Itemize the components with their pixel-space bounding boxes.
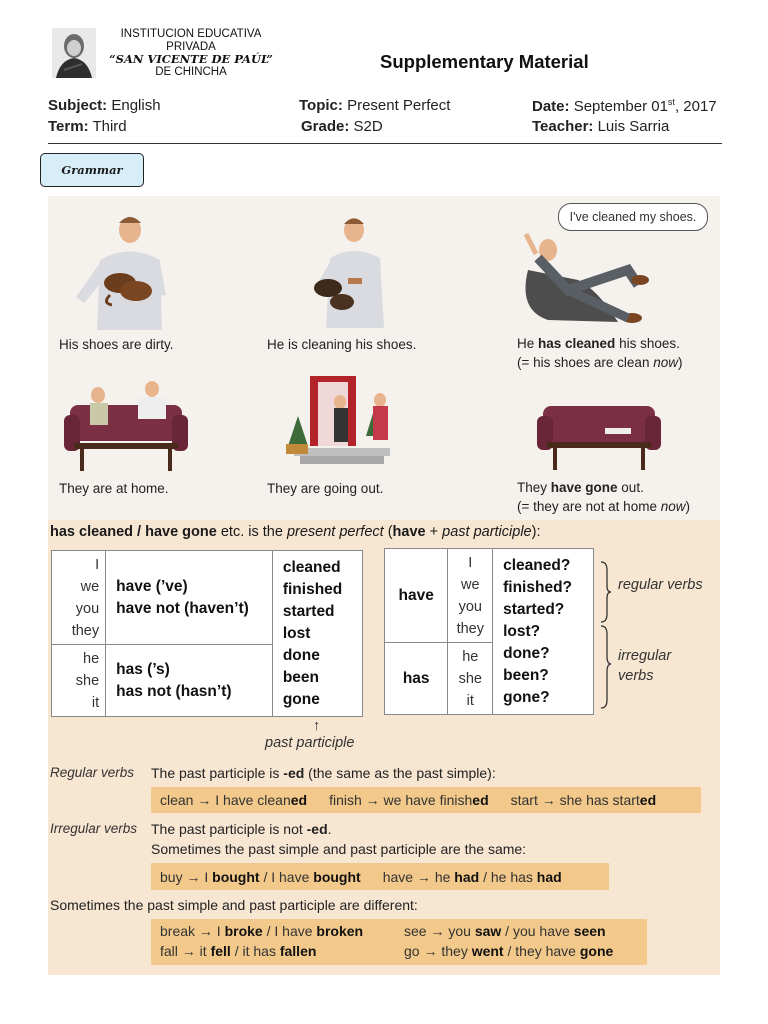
intro-text: + <box>425 524 443 540</box>
caption-has-cleaned <box>517 334 682 372</box>
participle-cell <box>272 551 362 717</box>
rule-text: The past participle is <box>151 765 284 781</box>
term-field <box>48 118 127 135</box>
grade-label: Grade: <box>301 118 350 135</box>
subject-value: English <box>111 97 161 114</box>
past-participle: been? <box>503 666 549 684</box>
past-participle: cleaned? <box>503 556 571 574</box>
regular-verbs-row-label: Regular verbs <box>50 765 135 780</box>
pronoun-cell <box>52 645 106 717</box>
date-suffix: st <box>667 97 675 107</box>
pronoun: it <box>466 692 474 709</box>
example-emphasis: gone <box>579 943 614 959</box>
example-emphasis: had <box>454 868 480 885</box>
grade-value: S2D <box>353 118 383 135</box>
example-text: break → I <box>160 923 225 939</box>
example-text: / he has <box>479 868 537 885</box>
example-text: / you have <box>501 923 574 939</box>
intro-text: ): <box>531 524 541 540</box>
example-emphasis: ed <box>472 792 489 808</box>
example-text: start → she has start <box>510 792 640 808</box>
example-text: / they have <box>503 943 580 959</box>
institution-name <box>96 28 286 78</box>
pronoun: he <box>462 648 479 665</box>
pronoun-cell <box>52 551 106 645</box>
teacher-label: Teacher: <box>532 118 594 135</box>
man-relaxing-chair-illustration <box>508 230 668 330</box>
example-text: / I have <box>259 868 314 885</box>
grammar-intro <box>50 524 540 540</box>
teacher-value: Luis Sarria <box>597 118 670 135</box>
auxiliary-cell <box>106 645 273 717</box>
past-participle: started <box>282 602 335 620</box>
example-emphasis: had <box>536 868 562 885</box>
question-table <box>384 548 594 715</box>
past-participle: started? <box>503 600 565 618</box>
irregular-label-line: verbs <box>618 668 654 684</box>
example-text: have → he <box>382 868 455 885</box>
people-going-out-illustration <box>280 370 400 475</box>
school-name: “SAN VICENTE DE PAÚL” <box>109 52 273 66</box>
intro-italic: present perfect <box>286 524 384 540</box>
grade-field <box>301 118 383 135</box>
man-cleaning-shoes-illustration <box>292 208 407 328</box>
caption-cleaning-shoes: He is cleaning his shoes. <box>267 337 417 352</box>
caption-text: ) <box>677 355 683 370</box>
auxiliary: have not (haven’t) <box>116 599 249 617</box>
document-title: Supplementary Material <box>380 51 589 72</box>
example <box>160 923 363 939</box>
caption-emphasis: has cleaned <box>538 336 616 351</box>
irregular-verbs-rule <box>151 821 332 837</box>
past-participle: finished <box>282 580 343 598</box>
caption-text: out. <box>617 480 644 495</box>
example-emphasis: broken <box>316 923 364 939</box>
people-on-sofa-illustration <box>62 375 192 475</box>
date-value: September 01 <box>573 98 668 115</box>
caption-text: ) <box>685 499 690 514</box>
past-participle: cleaned <box>282 558 341 576</box>
pronoun: they <box>456 620 484 637</box>
caption-text: They <box>517 480 551 495</box>
pronoun: you <box>458 598 482 615</box>
teacher-field <box>532 118 669 135</box>
header-divider <box>48 143 722 144</box>
intro-italic: past participle <box>442 524 532 540</box>
caption-going-out: They are going out. <box>267 481 384 496</box>
pronoun-cell <box>448 549 493 643</box>
caption-text: his shoes. <box>615 336 680 351</box>
example-emphasis: saw <box>474 923 502 939</box>
subject-field <box>48 97 161 114</box>
caption-text: He <box>517 336 539 351</box>
example <box>383 869 562 885</box>
date-field <box>532 97 717 115</box>
intro-emphasis: have <box>392 524 426 540</box>
example-text: / it has <box>230 943 280 959</box>
regular-examples-band <box>151 787 701 813</box>
example <box>160 792 307 808</box>
irregular-verbs-row-label: Irregular verbs <box>50 821 138 836</box>
rule-text: (the same as the past simple): <box>304 765 496 781</box>
rule-emphasis: -ed <box>283 765 305 781</box>
past-participle: lost <box>282 624 311 642</box>
pronoun: we <box>80 578 100 595</box>
affirmative-negative-table <box>51 550 363 717</box>
auxiliary: have (’ve) <box>116 577 188 595</box>
pronoun: she <box>75 672 100 689</box>
example-emphasis: bought <box>212 868 260 885</box>
example-text: see → you <box>404 923 475 939</box>
regular-verbs-label: regular verbs <box>618 577 703 593</box>
brace-icon <box>598 560 614 710</box>
example-text: clean → I have clean <box>160 792 291 808</box>
past-participle: done? <box>503 644 550 662</box>
pronoun: you <box>75 600 100 617</box>
rule-emphasis: -ed <box>306 821 328 837</box>
pronoun: she <box>458 670 482 687</box>
caption-italic: now <box>653 355 678 370</box>
example-emphasis: bought <box>313 868 361 885</box>
date-label: Date: <box>532 98 570 115</box>
caption-italic: now <box>660 499 686 514</box>
school-city: DE CHINCHA <box>155 65 227 78</box>
auxiliary: has not (hasn’t) <box>116 682 232 700</box>
example <box>160 869 361 885</box>
pronoun: I <box>95 556 100 573</box>
auxiliary: has (’s) <box>116 660 170 678</box>
rule-text: . <box>327 821 332 837</box>
caption-text: (= his shoes are clean <box>517 355 654 370</box>
example-emphasis: ed <box>290 792 308 808</box>
pronoun: we <box>461 576 480 593</box>
institution-line-1: INSTITUCION EDUCATIVA <box>120 28 262 40</box>
different-forms-text: Sometimes the past simple and past participle are different: <box>50 897 418 913</box>
past-participle: gone <box>282 690 320 708</box>
caption-emphasis: have gone <box>550 480 618 495</box>
irregular-label-line: irregular <box>618 648 672 664</box>
past-participle-label: past participle <box>265 735 355 751</box>
different-forms-band <box>151 919 647 965</box>
topic-field <box>299 97 450 114</box>
past-participle: done <box>282 646 320 664</box>
past-participle: been <box>282 668 320 686</box>
same-forms-band <box>151 863 609 890</box>
pronoun: they <box>71 622 100 639</box>
example <box>404 923 606 939</box>
section-label-grammar: Grammar <box>40 153 144 187</box>
example-text: fall → it <box>160 943 211 959</box>
example-text: go → they <box>404 943 472 959</box>
auxiliary-cell <box>106 551 273 645</box>
pronoun: I <box>468 554 473 571</box>
topic-label: Topic: <box>299 97 343 114</box>
empty-sofa-illustration <box>535 400 665 472</box>
topic-value: Present Perfect <box>347 97 451 114</box>
pronoun: it <box>91 694 100 711</box>
institution-line-2: PRIVADA <box>166 40 216 53</box>
example <box>329 792 489 808</box>
example-text: buy → I <box>160 868 213 885</box>
date-year: , 2017 <box>674 98 717 115</box>
speech-bubble: I've cleaned my shoes. <box>558 203 708 231</box>
regular-verbs-rule <box>151 765 496 781</box>
example-text: / I have <box>262 923 317 939</box>
caption-text: (= they are not at home <box>517 499 661 514</box>
subject-label: Subject: <box>48 97 108 114</box>
past-participle: gone? <box>503 688 550 706</box>
man-dirty-shoes-illustration <box>62 205 182 330</box>
pronoun: he <box>83 650 100 667</box>
example-emphasis: seen <box>573 923 606 939</box>
example <box>511 792 657 808</box>
example-emphasis: fallen <box>279 943 317 959</box>
caption-have-gone <box>517 478 690 516</box>
question-auxiliary: has <box>385 643 448 715</box>
example-emphasis: broke <box>224 923 263 939</box>
arrow-up-icon: ↑ <box>313 718 321 734</box>
example-emphasis: went <box>471 943 504 959</box>
caption-at-home: They are at home. <box>59 481 169 496</box>
example-emphasis: ed <box>639 792 657 808</box>
caption-shoes-dirty: His shoes are dirty. <box>59 337 174 352</box>
same-forms-text: Sometimes the past simple and past participle are the same: <box>151 841 527 857</box>
intro-text: ( <box>383 524 393 540</box>
intro-text: etc. is the <box>216 524 287 540</box>
example-text: finish → we have finish <box>329 792 473 808</box>
past-participle: finished? <box>503 578 573 596</box>
past-participle: lost? <box>503 622 541 640</box>
term-label: Term: <box>48 118 89 135</box>
question-auxiliary: have <box>385 549 448 643</box>
irregular-verbs-label <box>618 646 671 686</box>
example <box>160 943 316 959</box>
term-value: Third <box>92 118 127 135</box>
example <box>404 943 613 959</box>
example-emphasis: fell <box>210 943 231 959</box>
school-logo-icon <box>52 28 96 78</box>
intro-emphasis: has cleaned / have gone <box>50 524 217 540</box>
participle-cell <box>493 549 594 715</box>
pronoun-cell <box>448 643 493 715</box>
rule-text: The past participle is not <box>151 821 307 837</box>
